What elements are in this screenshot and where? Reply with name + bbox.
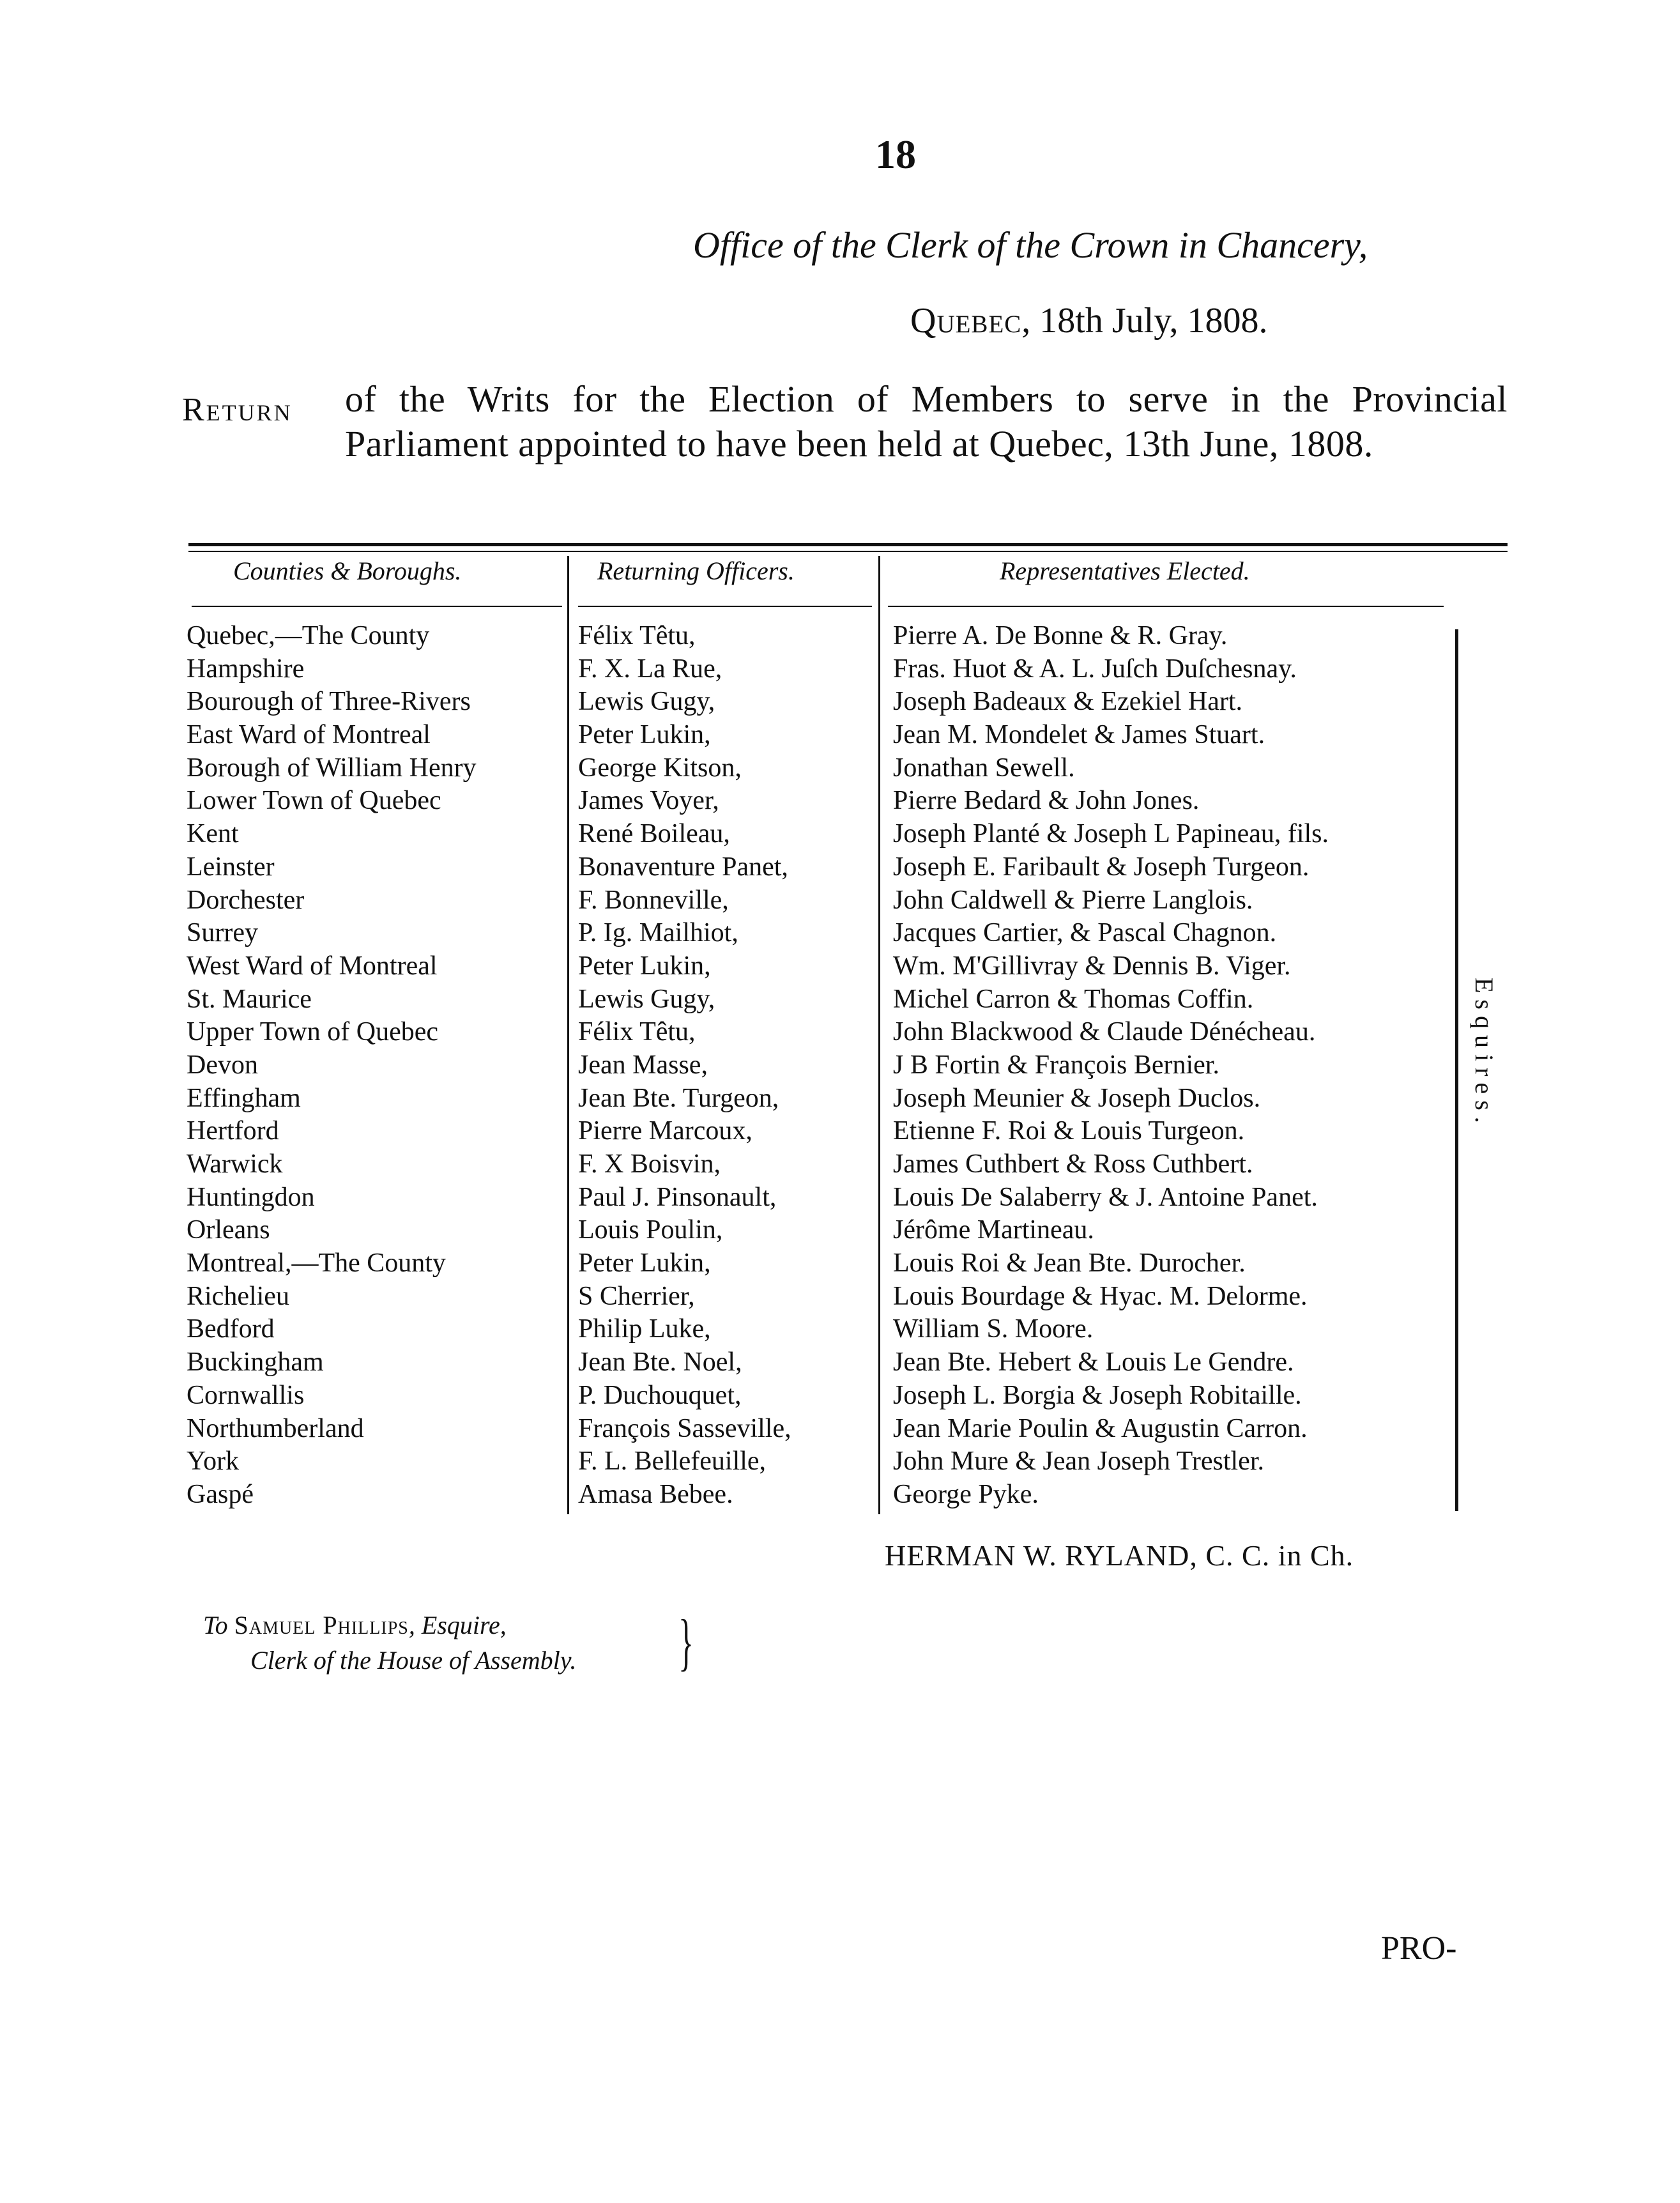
representatives-cell: Joseph Meunier & Joseph Duclos. xyxy=(893,1083,1261,1113)
officer-cell: Bonaventure Panet, xyxy=(578,852,788,882)
officers-column xyxy=(578,620,872,1512)
county-cell: Buckingham xyxy=(187,1347,324,1378)
representatives-cell: Jérôme Martineau. xyxy=(893,1215,1094,1245)
addressee-title: , Esquire, xyxy=(408,1611,507,1639)
county-cell: Northumberland xyxy=(187,1413,364,1443)
county-cell: Kent xyxy=(187,819,239,849)
header-underline-1 xyxy=(192,606,562,607)
officer-cell: James Voyer, xyxy=(578,786,719,816)
officer-cell: F. L. Bellefeuille, xyxy=(578,1447,767,1477)
counties-column xyxy=(187,620,563,1512)
county-cell: Quebec,—The County xyxy=(187,621,430,650)
representatives-cell: Louis Bourdage & Hyac. M. Delorme. xyxy=(893,1281,1308,1311)
officer-cell: Félix Têtu, xyxy=(578,621,696,650)
header-representatives: Representatives Elected. xyxy=(1000,557,1250,585)
officer-cell: Lewis Gugy, xyxy=(578,687,715,717)
representatives-cell: Joseph E. Faribault & Joseph Turgeon. xyxy=(893,852,1310,882)
representatives-cell: Pierre A. De Bonne & R. Gray. xyxy=(893,621,1228,650)
officer-cell: Félix Têtu, xyxy=(578,1017,696,1047)
top-rule-thick xyxy=(188,543,1508,546)
representatives-cell: Wm. M'Gillivray & Dennis B. Viger. xyxy=(893,951,1291,981)
header-counties: Counties & Boroughs. xyxy=(233,557,462,585)
county-cell: Montreal,—The County xyxy=(187,1248,446,1278)
office-heading: Office of the Clerk of the Crown in Chancery, xyxy=(693,224,1368,266)
representatives-cell: J B Fortin & François Bernier. xyxy=(893,1050,1219,1080)
county-cell: Upper Town of Quebec xyxy=(187,1017,438,1047)
representatives-cell: Etienne F. Roi & Louis Turgeon. xyxy=(893,1116,1245,1146)
return-text: of the Writs for the Election of Members to serve in the Provincial Parliament appointed to have been held at Quebec, 13th June, 1808. xyxy=(345,378,1508,464)
county-cell: Bourough of Three-Rivers xyxy=(187,687,471,717)
representatives-cell: Jean Bte. Hebert & Louis Le Gendre. xyxy=(893,1347,1294,1378)
officer-cell: F. X Boisvin, xyxy=(578,1149,721,1179)
representatives-cell: Joseph L. Borgia & Joseph Robitaille. xyxy=(893,1380,1302,1410)
return-label: Return xyxy=(182,392,293,428)
representatives-cell: Jean M. Mondelet & James Stuart. xyxy=(893,720,1265,750)
officer-cell: François Sasseville, xyxy=(578,1413,791,1443)
representatives-cell: John Caldwell & Pierre Langlois. xyxy=(893,885,1253,915)
officer-cell: Jean Masse, xyxy=(578,1050,708,1080)
county-cell: Devon xyxy=(187,1050,258,1080)
county-cell: Borough of William Henry xyxy=(187,753,477,783)
officer-cell: Amasa Bebee. xyxy=(578,1479,733,1509)
officer-cell: Paul J. Pinsonault, xyxy=(578,1182,777,1212)
officer-cell: René Boileau, xyxy=(578,819,730,849)
officer-cell: F. Bonneville, xyxy=(578,885,729,915)
addressee-brace: } xyxy=(678,1606,694,1677)
county-cell: Effingham xyxy=(187,1083,301,1113)
county-cell: Gaspé xyxy=(187,1479,254,1509)
officer-cell: Lewis Gugy, xyxy=(578,984,715,1014)
officer-cell: Philip Luke, xyxy=(578,1314,711,1344)
representatives-cell: Jonathan Sewell. xyxy=(893,753,1075,783)
representatives-cell: Jacques Cartier, & Pascal Chagnon. xyxy=(893,918,1277,948)
officer-cell: George Kitson, xyxy=(578,753,742,783)
officer-cell: Jean Bte. Noel, xyxy=(578,1347,742,1378)
county-cell: Warwick xyxy=(187,1149,283,1179)
representatives-cell: Jean Marie Poulin & Augustin Carron. xyxy=(893,1413,1308,1443)
representatives-cell: Joseph Badeaux & Ezekiel Hart. xyxy=(893,687,1242,717)
county-cell: Huntingdon xyxy=(187,1182,315,1212)
page-number: 18 xyxy=(875,132,916,177)
header-underline-3 xyxy=(888,606,1444,607)
county-cell: Surrey xyxy=(187,918,258,948)
county-cell: Bedford xyxy=(187,1314,275,1344)
date-city: Quebec xyxy=(910,301,1022,341)
brace-line xyxy=(1455,629,1458,1511)
representatives-cell: Joseph Planté & Joseph L Papineau, fils. xyxy=(893,819,1329,849)
representatives-column xyxy=(893,620,1449,1512)
county-cell: Hampshire xyxy=(187,654,305,684)
date-rest: , 18th July, 1808. xyxy=(1021,301,1268,341)
column-divider-2 xyxy=(878,556,880,1514)
county-cell: Hertford xyxy=(187,1116,279,1146)
column-divider-1 xyxy=(567,556,569,1514)
representatives-cell: John Blackwood & Claude Dénécheau. xyxy=(893,1017,1316,1047)
officer-cell: P. Duchouquet, xyxy=(578,1380,742,1410)
addressee-to: To xyxy=(203,1611,228,1639)
date-line xyxy=(910,300,1268,341)
county-cell: Orleans xyxy=(187,1215,270,1245)
top-rule-thin xyxy=(188,551,1508,552)
addressee-name: Samuel Phillips xyxy=(234,1611,409,1639)
county-cell: Cornwallis xyxy=(187,1380,305,1410)
representatives-cell: William S. Moore. xyxy=(893,1314,1094,1344)
addressee-line-1 xyxy=(203,1610,507,1640)
officer-cell: Louis Poulin, xyxy=(578,1215,723,1245)
representatives-cell: Pierre Bedard & John Jones. xyxy=(893,786,1200,816)
officer-cell: S Cherrier, xyxy=(578,1281,695,1311)
representatives-cell: George Pyke. xyxy=(893,1479,1039,1509)
county-cell: Dorchester xyxy=(187,885,305,915)
signature: HERMAN W. RYLAND, C. C. in Ch. xyxy=(885,1539,1354,1572)
addressee-line-2: Clerk of the House of Assembly. xyxy=(250,1646,577,1675)
representatives-cell: Louis Roi & Jean Bte. Durocher. xyxy=(893,1248,1246,1278)
catchword: PRO- xyxy=(1381,1930,1457,1967)
county-cell: St. Maurice xyxy=(187,984,312,1014)
officer-cell: Jean Bte. Turgeon, xyxy=(578,1083,779,1113)
county-cell: Leinster xyxy=(187,852,275,882)
officer-cell: Peter Lukin, xyxy=(578,951,711,981)
representatives-cell: Fras. Huot & A. L. Juſch Duſchesnay. xyxy=(893,654,1297,684)
officer-cell: Peter Lukin, xyxy=(578,1248,711,1278)
representatives-cell: James Cuthbert & Ross Cuthbert. xyxy=(893,1149,1253,1179)
county-cell: East Ward of Montreal xyxy=(187,720,431,750)
representatives-cell: Louis De Salaberry & J. Antoine Panet. xyxy=(893,1182,1318,1212)
county-cell: York xyxy=(187,1447,240,1477)
representatives-cell: Michel Carron & Thomas Coffin. xyxy=(893,984,1254,1014)
county-cell: Lower Town of Quebec xyxy=(187,786,441,816)
header-underline-2 xyxy=(578,606,872,607)
officer-cell: F. X. La Rue, xyxy=(578,654,722,684)
representatives-cell: John Mure & Jean Joseph Trestler. xyxy=(893,1447,1264,1477)
esquires-label: Esquires. xyxy=(1470,978,1499,1130)
county-cell: West Ward of Montreal xyxy=(187,951,438,981)
officer-cell: P. Ig. Mailhiot, xyxy=(578,918,738,948)
county-cell: Richelieu xyxy=(187,1281,289,1311)
officer-cell: Pierre Marcoux, xyxy=(578,1116,752,1146)
officer-cell: Peter Lukin, xyxy=(578,720,711,750)
header-officers: Returning Officers. xyxy=(597,557,795,585)
